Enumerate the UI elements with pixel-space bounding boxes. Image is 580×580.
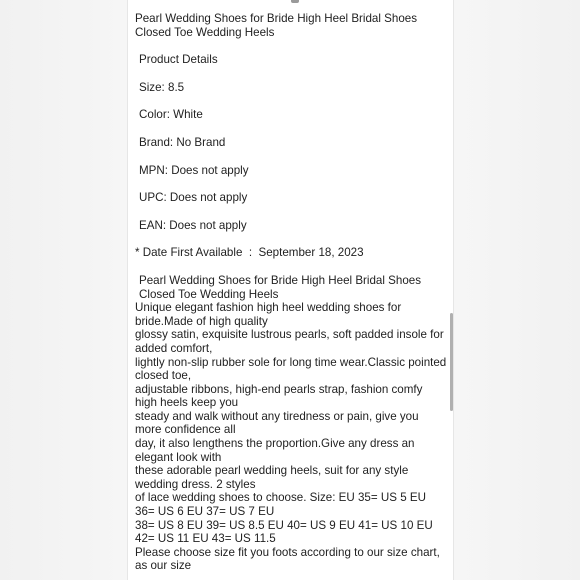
listing-title: Pearl Wedding Shoes for Bride High Heel Bridal Shoes Closed Toe Wedding Heels [135,12,418,39]
detail-ean: EAN: Does not apply [139,218,247,232]
listing-description [135,12,447,573]
top-indicator [291,0,299,3]
phone-screen[interactable] [127,0,454,580]
scrollbar-thumb[interactable] [450,313,453,411]
detail-color: Color: White [139,108,203,122]
description-body [135,301,447,573]
background-right [454,0,580,580]
detail-brand: Brand: No Brand [139,135,226,149]
description-line: 38= US 8 EU 39= US 8.5 EU 40= US 9 EU 41= US 10 EU 42= US 11 EU 43= US 11.5 [135,518,433,546]
description-line: steady and walk without any tiredness or pain, give you more confidence all [135,409,419,437]
detail-mpn: MPN: Does not apply [139,163,249,177]
description-line: glossy satin, exquisite lustrous pearls, soft padded insole for added comfort, [135,328,444,355]
background-left [0,0,127,580]
description-line: Unique elegant fashion high heel wedding shoes for bride.Made of high quality [135,301,402,328]
description-line: Please choose size fit you foots according to our size chart, as our size [135,545,440,573]
description-line: adjustable ribbons, high-end pearls strap, fashion comfy high heels keep you [135,382,423,410]
description-line: day, it also lengthens the proportion.Give any dress an elegant look with [135,437,415,464]
description-line: of lace wedding shoes to choose. Size: EU 35= US 5 EU 36= US 6 EU 37= US 7 EU [135,491,426,519]
date-first-available: * Date First Available : September 18, 2023 [135,246,364,260]
description-line: lightly non-slip rubber sole for long time wear.Classic pointed closed toe, [135,355,447,383]
description-title: Pearl Wedding Shoes for Bride High Heel Bridal Shoes Closed Toe Wedding Heels [139,273,422,301]
description-line: these adorable pearl wedding heels, suit for any style wedding dress. 2 styles [135,464,409,491]
product-details-heading: Product Details [139,53,218,67]
detail-upc: UPC: Does not apply [139,191,248,205]
detail-size: Size: 8.5 [139,80,185,94]
